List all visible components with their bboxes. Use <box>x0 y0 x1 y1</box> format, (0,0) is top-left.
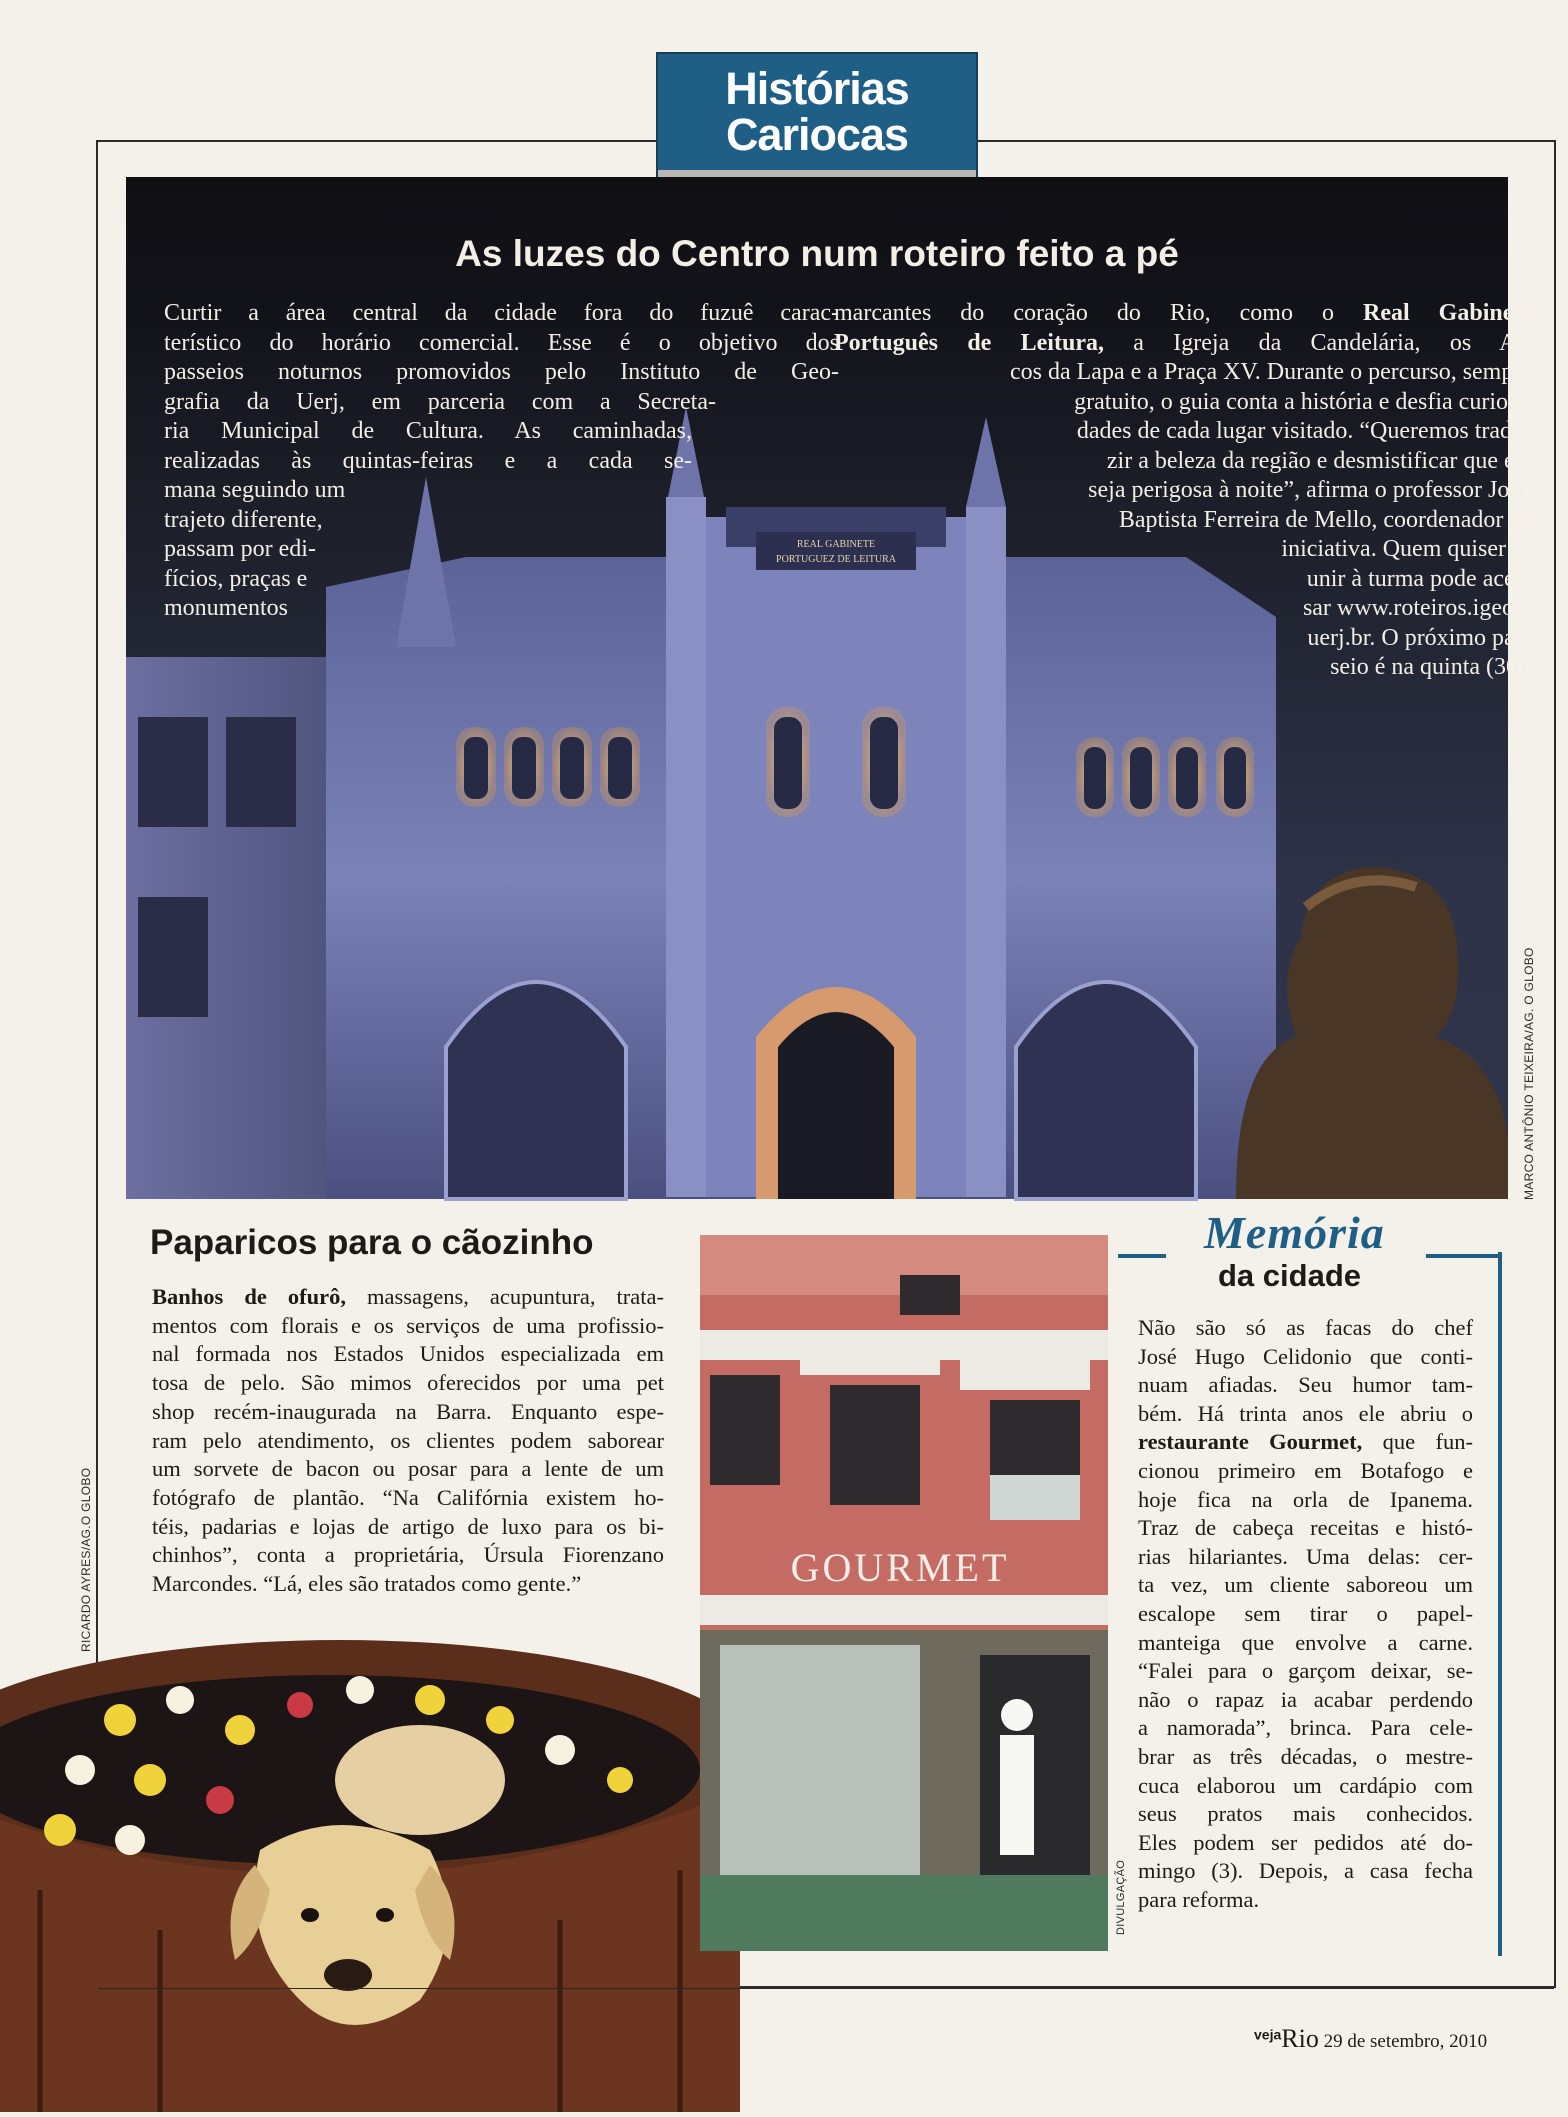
text-line: seja perigosa à noite”, afirma o professor João <box>1088 477 1532 503</box>
pet-story-text <box>152 1283 664 1599</box>
text-line: mentos com florais e os serviços de uma profissio- <box>152 1312 664 1338</box>
memoria-title-sub: da cidade <box>1218 1258 1361 1293</box>
text-line: tosa de pelo. São mimos oferecidos por uma pet <box>152 1370 664 1396</box>
text-line: bém. Há trinta anos ele abriu o <box>1138 1400 1473 1426</box>
main-story-left-column <box>164 299 839 624</box>
svg-text:REAL GABINETE: REAL GABINETE <box>796 539 876 550</box>
text-line: nuam afiadas. Seu humor tam- <box>1138 1372 1473 1398</box>
text-line: chinhos”, conta a proprietária, Úrsula Fiorenzano <box>152 1542 664 1568</box>
text-line: mana seguindo um <box>164 477 346 503</box>
text-line: fotógrafo de plantão. “Na Califórnia existem ho- <box>152 1484 664 1510</box>
text-line: Marcondes. “Lá, eles são tratados como gente.” <box>152 1571 582 1597</box>
gourmet-facade-illustration <box>700 1235 1108 1951</box>
text-line: restaurante Gourmet, que fun- <box>1138 1429 1473 1455</box>
text-line: sar www.roteiros.igeog. <box>1302 595 1532 621</box>
text-line: marcantes do coração do Rio, como o Real Gabinete <box>834 300 1533 326</box>
text-line: monumentos <box>164 595 288 621</box>
gourmet-restaurant-photo <box>700 1235 1108 1951</box>
svg-text:PORTUGUEZ DE LEITURA: PORTUGUEZ DE LEITURA <box>776 554 896 565</box>
text-line: Português de Leitura, a Igreja da Candelária, os Ar- <box>834 329 1532 356</box>
text-line: seus pratos mais conhecidos. <box>1138 1801 1473 1827</box>
footer-date: 29 de setembro, 2010 <box>1323 2031 1488 2052</box>
text-line: manteiga que envolve a carne. <box>1138 1629 1473 1655</box>
gourmet-sign: GOURMET <box>790 1545 1010 1590</box>
text-line: Banhos de ofurô, massagens, acupuntura, trata- <box>152 1284 664 1309</box>
memoria-title-script: Memória <box>1204 1207 1385 1258</box>
pet-photo-credit: RICARDO AYRES/AG.O GLOBO <box>79 1467 93 1652</box>
footer-rule <box>98 1988 1554 1989</box>
text-line: escalope sem tirar o papel- <box>1138 1600 1473 1626</box>
text-line: gratuito, o guia conta a história e desfia curiosi- <box>1074 388 1532 415</box>
text-line: Traz de cabeça receitas e histó- <box>1138 1515 1473 1541</box>
text-line: ram pelo atendimento, os clientes podem saborear <box>152 1427 664 1453</box>
text-line: fícios, praças e <box>164 565 308 592</box>
text-line: unir à turma pode aces- <box>1306 565 1532 592</box>
text-line: rias hilariantes. Uma delas: cer- <box>1138 1543 1473 1569</box>
text-line: um sorvete de bacon ou posar para a lente de um <box>152 1456 664 1482</box>
text-line: realizadas às quintas-feiras e a cada se- <box>164 447 692 474</box>
text-line: “Falei para o garçom deixar, se- <box>1138 1658 1473 1684</box>
text-line: nal formada nos Estados Unidos especializada em <box>152 1341 664 1367</box>
text-line: ta vez, um cliente saboreou um <box>1138 1572 1473 1598</box>
text-line: não o rapaz ia acabar perdendo <box>1138 1686 1473 1712</box>
text-line: hoje fica na orla de Ipanema. <box>1138 1486 1473 1512</box>
text-line: grafia da Uerj, em parceria com a Secreta- <box>164 388 716 415</box>
text-line: passam por edi- <box>164 536 316 562</box>
text-line: a namorada”, brinca. Para cele- <box>1138 1715 1473 1741</box>
footer-brand: veja <box>1254 2026 1282 2043</box>
text-line: dades de cada lugar visitado. “Queremos tradu- <box>1076 418 1532 444</box>
text-line: brar as três décadas, o mestre- <box>1138 1743 1473 1769</box>
text-line: trajeto diferente, <box>164 506 323 533</box>
text-line: José Hugo Celidonio que conti- <box>1138 1343 1473 1369</box>
text-line: Eles podem ser pedidos até do- <box>1138 1829 1473 1855</box>
text-line: seio é na quinta (30). <box>1330 654 1532 680</box>
text-line: cuca elaborou um cardápio com <box>1138 1772 1473 1798</box>
memoria-text <box>1138 1314 1473 1914</box>
text-line: zir a beleza da região e desmistificar que ela <box>1106 447 1532 474</box>
text-line: shop recém-inaugurada na Barra. Enquanto espe- <box>152 1398 664 1424</box>
dog-tub-illustration <box>0 1630 760 2112</box>
text-line: ria Municipal de Cultura. As caminhadas, <box>164 418 692 444</box>
text-line: passeios noturnos promovidos pelo Instituto de Geo- <box>164 359 839 385</box>
dog-tub-photo <box>0 1630 760 2112</box>
page-footer <box>1254 2024 1487 2054</box>
text-line: cionou primeiro em Botafogo e <box>1138 1457 1473 1483</box>
text-line: cos da Lapa e a Praça XV. Durante o percurso, sempre <box>1009 359 1532 385</box>
footer-city: Rio <box>1281 2024 1319 2053</box>
gourmet-photo-credit: DIVULGAÇÃO <box>1115 1859 1127 1935</box>
text-line: Curtir a área central da cidade fora do fuzuê carac- <box>164 300 839 326</box>
text-line: iniciativa. Quem quiser se <box>1281 536 1532 562</box>
main-story-title: As luzes do Centro num roteiro feito a pé <box>455 233 1179 274</box>
text-line: Não são só as facas do chef <box>1138 1315 1473 1340</box>
main-photo-credit: MARCO ANTÔNIO TEIXEIRA/AG. O GLOBO <box>1522 947 1536 1200</box>
text-line: téis, padarias e lojas de artigo de luxo para os bi- <box>152 1513 664 1539</box>
pet-story-title: Paparicos para o cãozinho <box>150 1223 594 1262</box>
column-title: Histórias Cariocas <box>725 63 909 160</box>
text-line: mingo (3). Depois, a casa fecha <box>1138 1858 1473 1884</box>
main-story-right-column <box>834 299 1532 683</box>
text-line: uerj.br. O próximo pas- <box>1307 624 1532 651</box>
text-line: Baptista Ferreira de Mello, coordenador da <box>1118 506 1532 533</box>
text-line: para reforma. <box>1138 1886 1260 1912</box>
text-line: terístico do horário comercial. Esse é o objetivo dos <box>164 329 839 356</box>
